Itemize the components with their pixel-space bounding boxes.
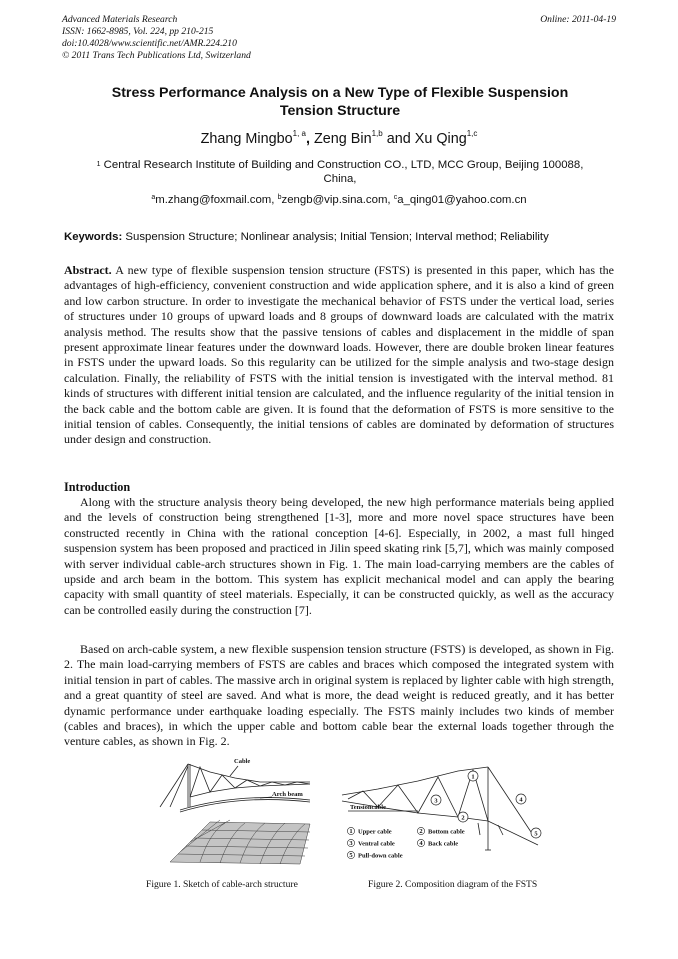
- keywords-text: Suspension Structure; Nonlinear analysis; Initial Tension; Interval method; Reliability: [122, 231, 549, 243]
- online-date: Online: 2011-04-19: [540, 14, 616, 25]
- figure-2-fsts-diagram: [338, 765, 558, 875]
- email-b-sup: b: [277, 194, 282, 201]
- affiliation-line-1: Central Research Institute of Building and Construction CO., LTD, MCC Group, Beijing 100088,: [100, 159, 584, 171]
- legend-num-3: 3: [349, 839, 353, 847]
- abstract-label: Abstract.: [64, 263, 112, 277]
- affiliation-sup: 1: [96, 161, 101, 168]
- email-a: m.zhang@foxmail.com,: [155, 194, 278, 206]
- author-list: [0, 131, 678, 147]
- author-2-sup: 1,b: [371, 129, 383, 138]
- author-separator-and: and: [382, 131, 415, 147]
- figure-2-label-tension-cable: Tensioncable: [350, 804, 386, 811]
- copyright: © 2011 Trans Tech Publications Ltd, Switzerland: [62, 50, 251, 61]
- figure-2-node-5: 5: [534, 830, 538, 838]
- legend-upper-cable: Upper cable: [358, 828, 392, 836]
- author-3: Xu Qing: [414, 131, 467, 147]
- email-a-sup: a: [151, 194, 156, 201]
- author-1-sup: 1, a: [292, 129, 306, 138]
- paper-title: [70, 84, 610, 120]
- title-line-1: Stress Performance Analysis on a New Type of Flexible Suspension: [111, 85, 569, 101]
- legend-pull-down-cable: Pull-down cable: [358, 852, 403, 860]
- intro-paragraph-1: Along with the structure analysis theory being developed, the new high performance materials being applied and the levels of construction being strengthened [1-3], more and more novel space structures have been constructed recently in China with the rational conception [4-6]. Especially, in 2002, a mast full hinged suspension system has been proposed and practiced in Jilin speed skating rink [5,7], which was mainly composed with server individual cable-arch structures shown in Fig. 1. The main load-carrying members are the cables of upside and arch beam in the bottom. This system has explicit mechanical model and can apply the bearing capacity with small quantity of steel materials. Especially, it can be constructed quickly, as well as the accuracy can be controlled easily during the construction [7].: [64, 495, 614, 617]
- legend-num-4: 4: [419, 839, 423, 847]
- figure-1-label-cable: Cable: [234, 758, 251, 765]
- doi: doi:10.4028/www.scientific.net/AMR.224.210: [62, 38, 237, 49]
- keywords: [64, 231, 624, 243]
- section-heading-introduction: Introduction: [64, 480, 131, 494]
- affiliation: [64, 158, 616, 186]
- affiliation-line-2: China,: [323, 173, 357, 185]
- figure-1-caption: Figure 1. Sketch of cable-arch structure: [146, 879, 298, 890]
- figure-2-node-1: 1: [471, 773, 475, 781]
- figure-1-label-arch-beam: Arch beam: [272, 791, 303, 798]
- figure-2-node-4: 4: [519, 796, 523, 804]
- author-2: Zeng Bin: [313, 131, 372, 147]
- legend-num-2: 2: [419, 827, 423, 835]
- author-1: Zhang Mingbo: [200, 131, 293, 147]
- intro-paragraph-2: Based on arch-cable system, a new flexible suspension tension structure (FSTS) is developed, as shown in Fig. 2. The main load-carrying members of FSTS are cables and braces which composed the integrated system with initial tension in part of cables. The massive arch in original system is replaced by lighter cable with high strength, and a great quantity of steel are saved. And what is more, the dead weight is reduced greatly, and it has better dynamic performance under earthquake loading especially. The FSTS mainly includes two kinds of member (cables and braces), in which the upper cable and bottom cable bear the external loads together through the venture cables, as shown in Fig. 2.: [64, 642, 614, 749]
- abstract: [64, 263, 614, 448]
- journal-header: [62, 14, 251, 62]
- legend-ventral-cable: Ventral cable: [358, 840, 395, 848]
- email-c: a_qing01@yahoo.com.cn: [397, 194, 527, 206]
- figure-2-node-2: 2: [461, 814, 465, 822]
- legend-num-5: 5: [349, 851, 353, 859]
- journal-name: Advanced Materials Research: [62, 14, 178, 25]
- issn: ISSN: 1662-8985, Vol. 224, pp 210-215: [62, 26, 214, 37]
- keywords-label: Keywords:: [64, 231, 123, 243]
- figure-1-cable-arch-sketch: [150, 752, 320, 872]
- title-line-2: Tension Structure: [279, 103, 401, 119]
- email-c-sup: c: [393, 194, 398, 201]
- figure-2-node-3: 3: [434, 797, 438, 805]
- legend-num-1: 1: [349, 827, 353, 835]
- author-separator: ,: [305, 131, 314, 147]
- figure-2-caption: Figure 2. Composition diagram of the FSTS: [368, 879, 538, 890]
- legend-bottom-cable: Bottom cable: [428, 828, 465, 836]
- author-3-sup: 1,c: [466, 129, 478, 138]
- author-emails: [0, 194, 678, 206]
- abstract-text: A new type of flexible suspension tension structure (FSTS) is presented in this paper, which has the advantages of high-efficiency, convenient construction and wide application sphere, and it is also a kind of green and low carbon structure. In order to investigate the mechanical behavior of FSTS under the vertical load, series of structures under 10 groups of upward loads and 8 groups of downward loads are calculated with the matrix analysis method. The results show that the passive tensions of cables and displacement in the middle of span present approximate linear features under the downward loads. However, there are double broken linear features in FSTS under the upward loads. So this regularity can be utilized for the simple analysis and two-stage design calculation. Finally, the reliability of FSTS with the initial tension is investigated with the interval method. 81 kinds of structures with different initial tension are calculated, and the influence regularity of the initial tension in the back cable and the bottom cable are given. It is found that the deformation of FSTS is more sensitive to the initial tension of cables. Consequently, the initial tensions of cables are dominated by deformation of structures under design and construction.: [64, 263, 614, 447]
- legend-back-cable: Back cable: [428, 840, 459, 848]
- email-b: zengb@vip.sina.com,: [281, 194, 394, 206]
